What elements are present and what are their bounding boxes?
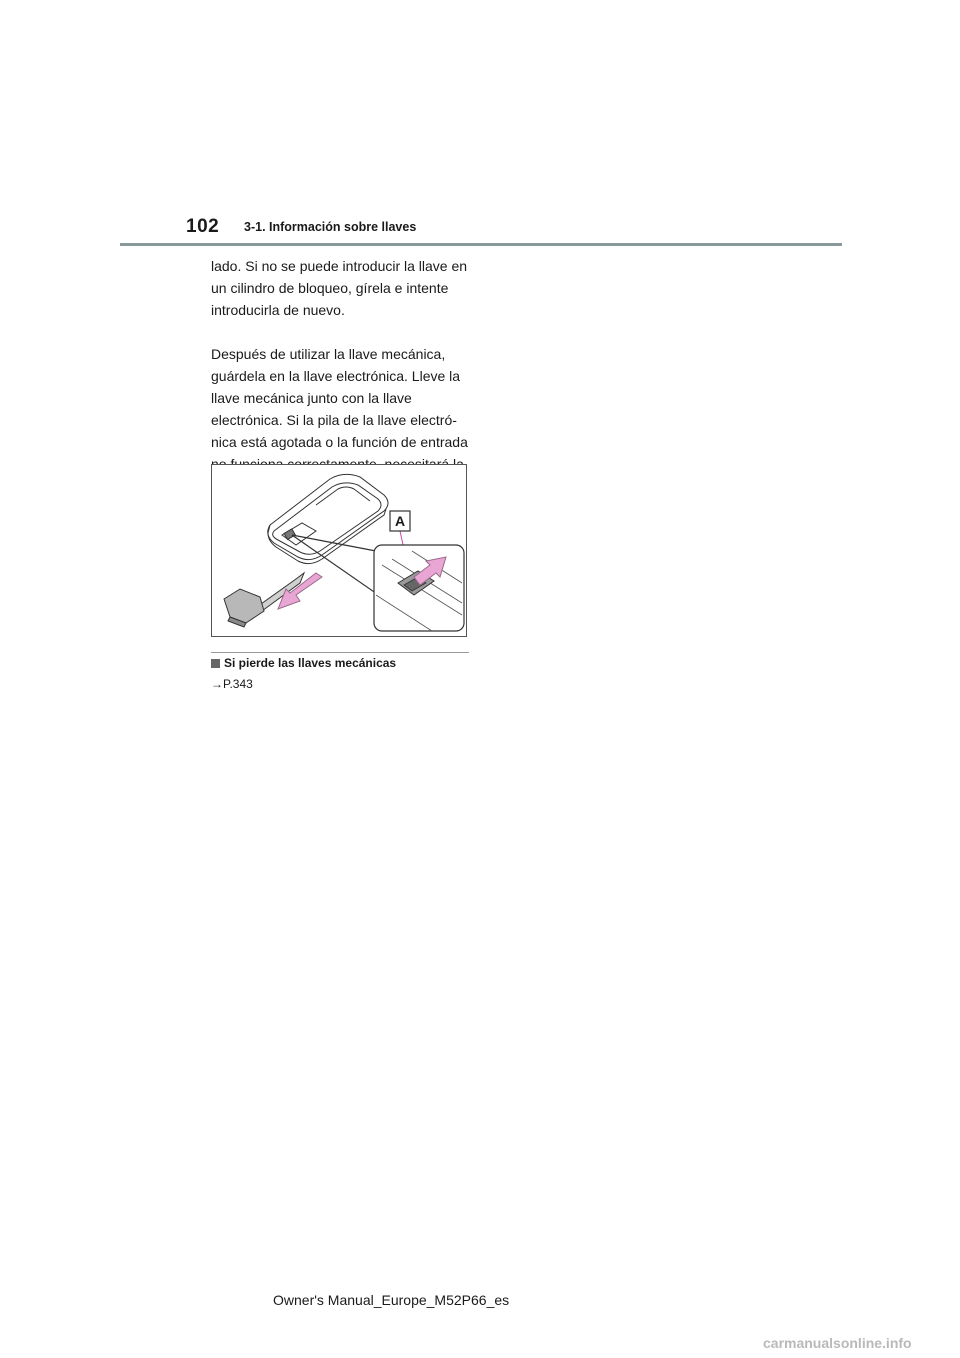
detail-inset: [374, 545, 464, 631]
page-number: 102: [186, 216, 220, 237]
subsection-heading-text: Si pierde las llaves mecánicas: [224, 656, 397, 670]
arrow-icon: →: [211, 677, 223, 691]
key-illustration-svg: [212, 465, 466, 636]
callout-label-text: A: [394, 513, 406, 529]
callout-label-a: [390, 511, 410, 531]
square-bullet-icon: [211, 659, 220, 668]
subsection-rule: [211, 652, 469, 653]
header-rule: [120, 243, 842, 246]
paragraph-1: lado. Si no se puede introducir la llave en un cilindro de bloqueo, gírela e intente introducirla de nuevo.: [211, 258, 468, 318]
watermark: carmanualsonline.info: [763, 1335, 912, 1351]
subsection-heading: [211, 656, 396, 670]
page-reference-link[interactable]: P.343: [223, 677, 253, 691]
paragraph-2-text: Después de utilizar la llave mecánica, guárdela en la llave electrónica. Lleve la llave mecánica junto con la llave electrónica. Si la pila de la llave electró-nica está agotada o la función de entrada: [211, 346, 468, 450]
subsection-reference: [211, 677, 253, 691]
key-illustration: [211, 464, 467, 637]
footer-manual-id: Owner's Manual_Europe_M52P66_es: [273, 1292, 510, 1308]
section-title: 3-1. Información sobre llaves: [244, 220, 417, 234]
